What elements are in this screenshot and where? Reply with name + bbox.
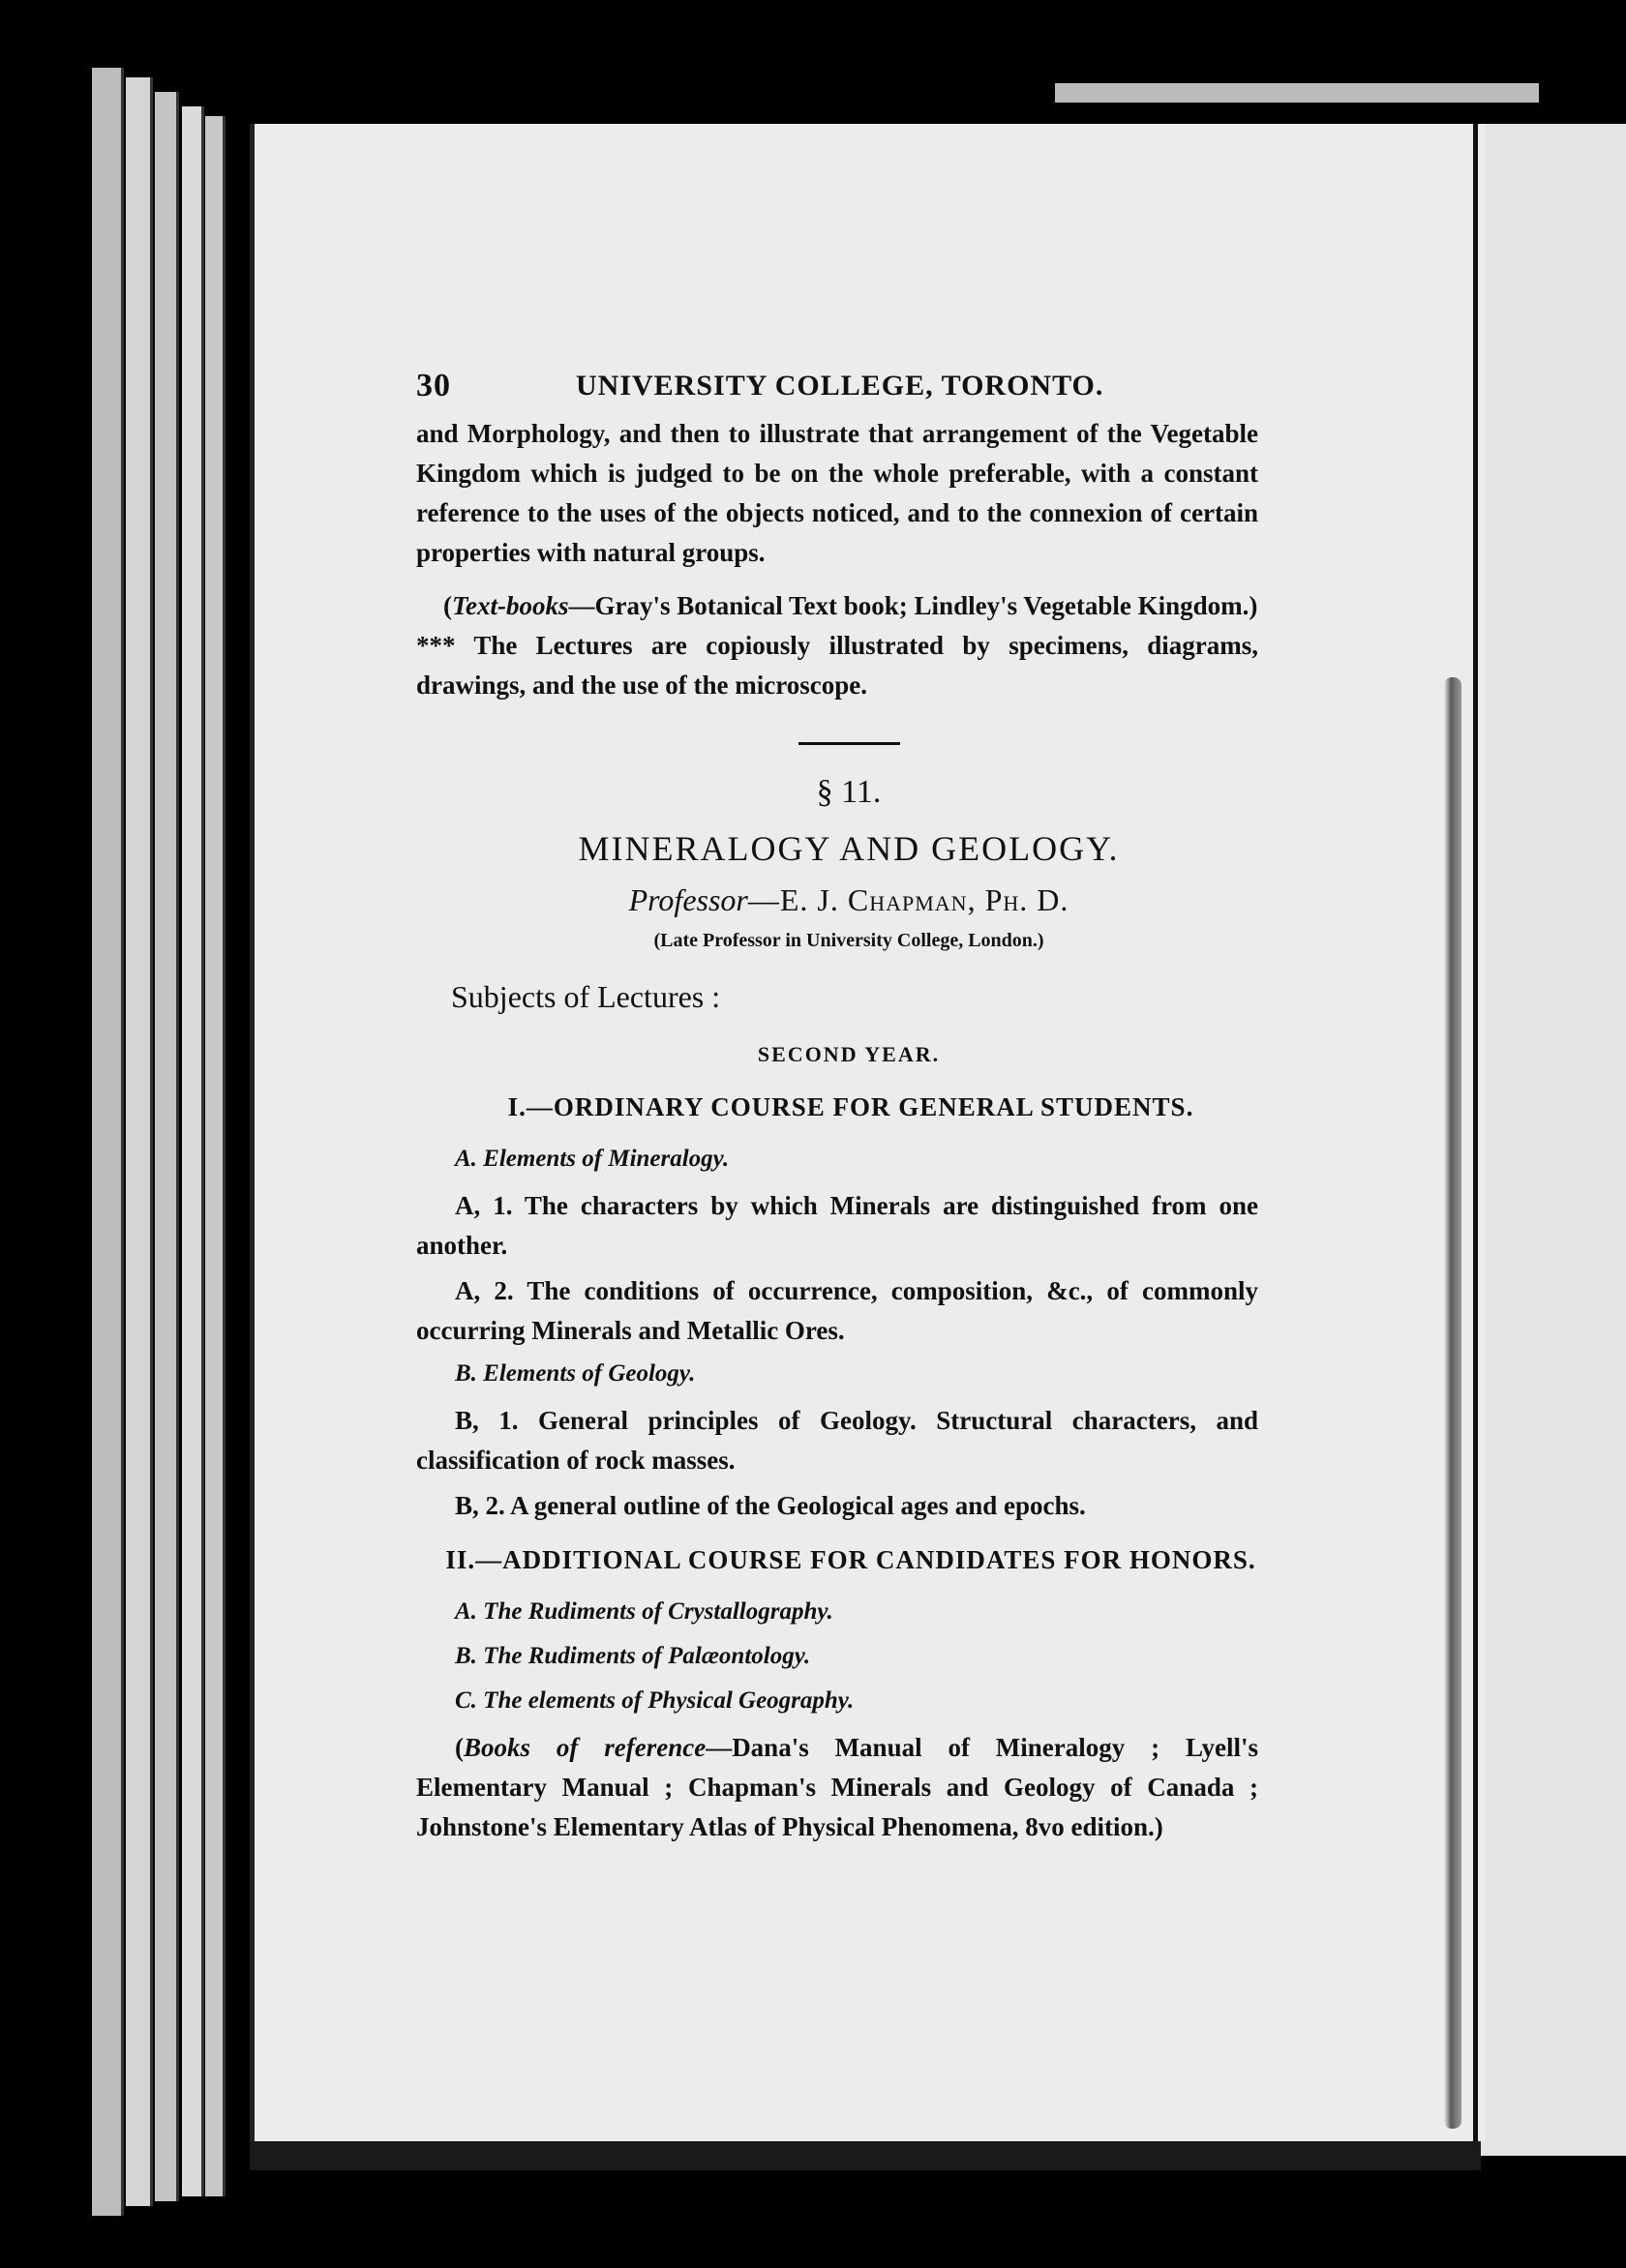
course-one-a1: A, 1. The characters by which Minerals are distinguished from one another. bbox=[416, 1191, 1258, 1260]
course-one-heading: I.—ORDINARY COURSE FOR GENERAL STUDENTS. bbox=[507, 1092, 1194, 1121]
refs-text: —Dana's Manual of Mineralogy ; Lyell's Elementary Manual ; Chapman's Minerals and Geology of Canada ; Johnstone's Elementary Atlas of Physical Phenomena, 8vo edition.) bbox=[416, 1733, 1259, 1841]
professor-label: Professor bbox=[628, 882, 748, 917]
textbooks-line: (Text-books—Gray's Botanical Text book; Lindley's Vegetable Kingdom.) bbox=[443, 591, 1258, 620]
course-one-b2: B, 2. A general outline of the Geological ages and epochs. bbox=[455, 1491, 1086, 1520]
running-head bbox=[416, 368, 1258, 414]
course-one-a2: A, 2. The conditions of occurrence, composition, &c., of commonly occurring Minerals and Metallic Ores. bbox=[416, 1276, 1258, 1345]
course-two-sub-c: C. The elements of Physical Geography. bbox=[455, 1687, 855, 1714]
refs-label: Books of reference bbox=[464, 1733, 707, 1762]
course-one-sub-a: A. Elements of Mineralogy. bbox=[455, 1146, 730, 1172]
year-heading: SECOND YEAR. bbox=[757, 1042, 941, 1066]
page-number: 30 bbox=[416, 368, 451, 403]
page-edge bbox=[155, 92, 179, 2201]
section-divider bbox=[798, 742, 900, 745]
gutter-shadow bbox=[1444, 677, 1461, 2129]
professor-note: (Late Professor in University College, London.) bbox=[653, 930, 1044, 951]
course-one-b1: B, 1. General principles of Geology. Structural characters, and classification of rock masses. bbox=[416, 1406, 1258, 1475]
section-number: § 11. bbox=[816, 774, 882, 810]
course-one-sub-b: B. Elements of Geology. bbox=[455, 1360, 696, 1387]
page-edge bbox=[126, 77, 153, 2206]
textbooks-text: —Gray's Botanical Text book; Lindley's Vegetable Kingdom.) bbox=[568, 591, 1258, 620]
spine-line bbox=[1473, 124, 1478, 2146]
books-of-reference: (Books of reference—Dana's Manual of Mineralogy ; Lyell's Elementary Manual ; Chapman's Minerals and Geology of Canada ; Johnstone's Elementary Atlas of Physical Phenomena, 8vo edition.) bbox=[416, 1733, 1259, 1841]
textbooks-label: Text-books bbox=[452, 591, 569, 620]
continuation-paragraph: and Morphology, and then to illustrate that arrangement of the Vegetable Kingdom which is judged to be on the whole preferable, with a constant reference to the uses of the objects noticed, and to the connexion of certain properties with natural groups. bbox=[416, 419, 1258, 567]
facing-page-strip bbox=[1481, 124, 1626, 2156]
page-edge bbox=[182, 106, 204, 2196]
course-two-heading: II.—ADDITIONAL COURSE FOR CANDIDATES FOR HONORS. bbox=[445, 1545, 1256, 1574]
course-two-sub-a: A. The Rudiments of Crystallography. bbox=[455, 1598, 833, 1625]
top-page-band bbox=[1055, 83, 1539, 103]
professor-name: —E. J. Chapman, Ph. D. bbox=[747, 882, 1069, 917]
running-title: UNIVERSITY COLLEGE, TORONTO. bbox=[576, 370, 1104, 402]
section-title: MINERALOGY AND GEOLOGY. bbox=[578, 829, 1120, 868]
illustration-note: *** The Lectures are copiously illustrated by specimens, diagrams, drawings, and the use of the microscope. bbox=[416, 631, 1258, 700]
course-two-sub-b: B. The Rudiments of Palæontology. bbox=[455, 1643, 811, 1669]
bottom-shadow bbox=[250, 2141, 1481, 2170]
subjects-heading: Subjects of Lectures : bbox=[451, 979, 721, 1014]
page-content bbox=[416, 368, 1258, 1847]
professor-line bbox=[428, 882, 1270, 918]
page-edge bbox=[92, 68, 124, 2216]
page-edge bbox=[205, 116, 226, 2196]
